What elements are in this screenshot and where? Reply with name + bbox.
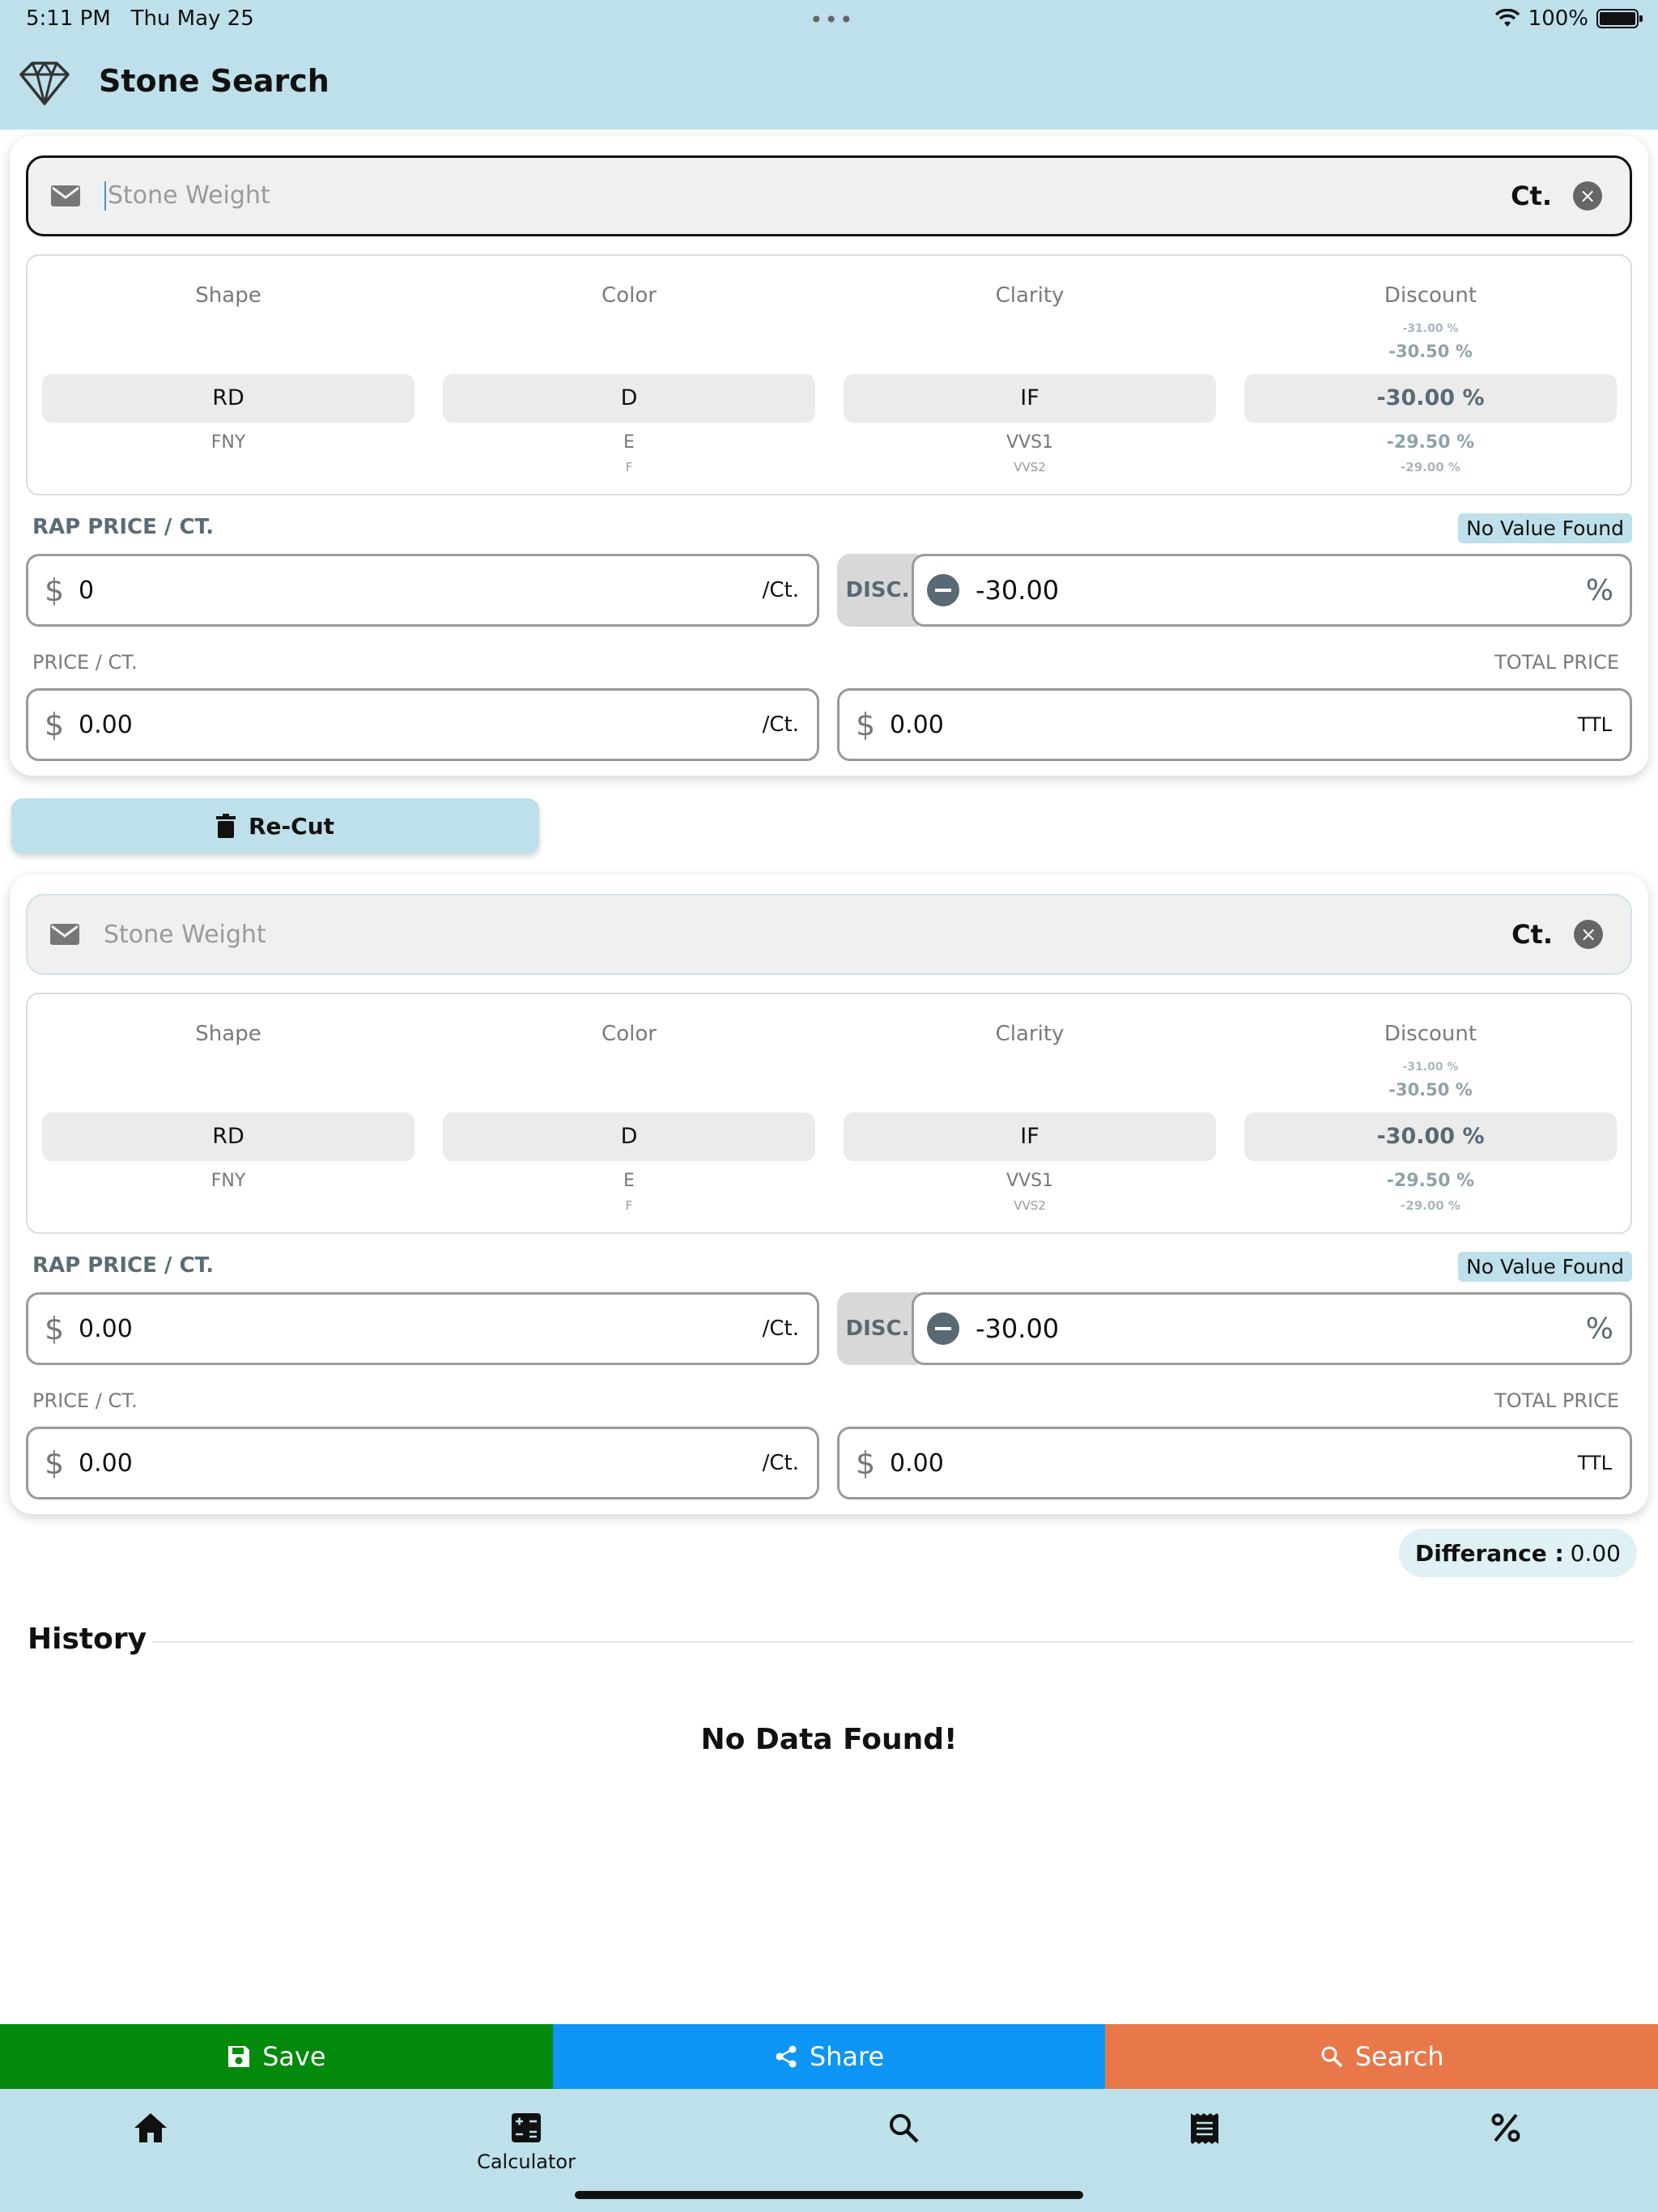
tab-calculator[interactable] <box>445 2112 607 2173</box>
dollar-icon: $ <box>45 707 65 742</box>
clarity-option[interactable]: VVS1 <box>1005 432 1054 453</box>
percent-unit: % <box>1585 573 1613 607</box>
price-per-ct-value: 0.00 <box>79 710 133 739</box>
discount-option[interactable]: -29.00 % <box>1401 460 1460 474</box>
total-price-label: TOTAL PRICE <box>1494 651 1619 674</box>
page-title: Stone Search <box>99 63 329 99</box>
disc-label: DISC. <box>837 1292 918 1365</box>
color-selected[interactable]: D <box>443 374 815 423</box>
search-button[interactable] <box>1105 2024 1658 2089</box>
discount-header: Discount <box>1384 283 1477 308</box>
app-header <box>0 0 1658 130</box>
dollar-icon: $ <box>856 1445 876 1481</box>
price-per-ct-label: PRICE / CT. <box>32 651 138 674</box>
color-option[interactable]: F <box>625 1198 633 1213</box>
clear-weight-button[interactable]: × <box>1574 920 1603 949</box>
dollar-icon: $ <box>45 1445 65 1481</box>
discount-input[interactable] <box>912 554 1632 627</box>
stone-weight-input[interactable] <box>26 894 1632 975</box>
discount-option[interactable]: -31.00 % <box>1402 322 1459 335</box>
dollar-icon: $ <box>45 572 65 608</box>
home-indicator[interactable] <box>575 2191 1083 2199</box>
stone-weight-placeholder: Stone Weight <box>108 181 270 210</box>
save-icon <box>227 2044 251 2069</box>
search-label: Search <box>1354 2041 1444 2072</box>
shape-option[interactable]: FNY <box>210 1171 246 1191</box>
home-icon <box>133 2112 168 2144</box>
shape-selected[interactable]: RD <box>42 374 414 423</box>
stone-attribute-picker[interactable] <box>26 993 1632 1234</box>
rap-price-input[interactable] <box>26 554 819 627</box>
total-price-value: 0.00 <box>890 1448 944 1478</box>
price-per-ct-label: PRICE / CT. <box>32 1389 138 1412</box>
clarity-option[interactable]: VVS2 <box>1014 1198 1046 1213</box>
rap-price-label: RAP PRICE / CT. <box>32 515 215 539</box>
text-caret <box>104 181 106 211</box>
discount-option[interactable]: -29.50 % <box>1386 1171 1475 1191</box>
shape-header: Shape <box>195 1022 261 1046</box>
price-per-ct-input[interactable] <box>26 1427 819 1499</box>
stone-weight-placeholder: Stone Weight <box>104 920 266 949</box>
discount-field <box>837 554 1632 627</box>
status-date: Thu May 25 <box>130 6 254 31</box>
per-ct-unit: /Ct. <box>762 578 799 602</box>
clarity-selected[interactable]: IF <box>844 374 1216 423</box>
difference-value: 0.00 <box>1570 1539 1621 1567</box>
total-price-input[interactable] <box>837 688 1632 761</box>
total-price-value: 0.00 <box>890 710 944 739</box>
clarity-header: Clarity <box>995 1022 1065 1046</box>
tab-home[interactable] <box>70 2112 232 2144</box>
weight-unit: Ct. <box>1511 919 1553 950</box>
diamond-logo-icon <box>18 60 71 107</box>
clarity-header: Clarity <box>995 283 1065 308</box>
clarity-option[interactable]: VVS2 <box>1014 460 1046 474</box>
color-option[interactable]: F <box>625 460 633 474</box>
share-button[interactable] <box>553 2024 1106 2089</box>
discount-value: -30.00 <box>976 1313 1060 1344</box>
discount-value: -30.00 <box>976 575 1060 606</box>
history-title: History <box>28 1623 147 1656</box>
no-value-badge: No Value Found <box>1458 513 1632 543</box>
rap-price-input[interactable] <box>26 1292 819 1365</box>
shape-selected[interactable]: RD <box>42 1112 414 1161</box>
search-icon <box>1320 2044 1344 2069</box>
share-label: Share <box>809 2041 885 2072</box>
re-cut-label: Re-Cut <box>248 812 335 840</box>
dollar-icon: $ <box>856 707 876 742</box>
discount-option[interactable]: -30.50 % <box>1388 342 1473 361</box>
clarity-option[interactable]: VVS1 <box>1005 1171 1054 1191</box>
discount-header: Discount <box>1384 1022 1477 1046</box>
no-value-badge: No Value Found <box>1458 1252 1632 1282</box>
trash-icon <box>216 814 236 838</box>
save-label: Save <box>262 2041 326 2072</box>
share-icon <box>774 2044 798 2069</box>
discount-picker[interactable] <box>1244 256 1617 494</box>
receipt-icon <box>1188 2112 1221 2146</box>
clarity-picker[interactable] <box>844 994 1216 1232</box>
stone-card-1 <box>10 136 1648 776</box>
total-price-input[interactable] <box>837 1427 1632 1499</box>
search-icon <box>887 2112 920 2144</box>
shape-picker[interactable] <box>42 256 414 494</box>
save-button[interactable] <box>0 2024 553 2089</box>
history-empty-text: No Data Found! <box>700 1723 958 1756</box>
price-per-ct-input[interactable] <box>26 688 819 761</box>
discount-picker[interactable] <box>1244 994 1617 1232</box>
minus-icon[interactable] <box>927 574 959 606</box>
color-header: Color <box>602 1022 657 1046</box>
status-indicators <box>1494 6 1639 31</box>
price-per-ct-value: 0.00 <box>79 1448 133 1478</box>
multitask-dots-icon[interactable]: ••• <box>810 6 855 33</box>
stone-attribute-picker[interactable] <box>26 254 1632 496</box>
color-option[interactable]: E <box>623 432 635 453</box>
discount-selected[interactable]: -30.00 % <box>1244 374 1617 423</box>
tab-search[interactable] <box>823 2112 984 2144</box>
percent-unit: % <box>1585 1312 1613 1346</box>
action-bar <box>0 2024 1658 2089</box>
tab-calculator-label: Calculator <box>477 2150 576 2173</box>
minus-icon[interactable] <box>927 1312 959 1345</box>
wifi-icon <box>1494 9 1520 28</box>
weight-unit: Ct. <box>1511 181 1552 211</box>
shape-option[interactable]: FNY <box>210 432 246 453</box>
discount-option[interactable]: -30.50 % <box>1388 1080 1473 1100</box>
difference-label: Differance : <box>1414 1539 1564 1567</box>
mail-icon <box>49 918 81 951</box>
discount-input[interactable] <box>912 1292 1632 1365</box>
color-header: Color <box>602 283 657 308</box>
tab-percent[interactable] <box>1425 2112 1587 2144</box>
shape-picker[interactable] <box>42 994 414 1232</box>
battery-percent: 100% <box>1528 6 1588 31</box>
per-ct-unit: /Ct. <box>762 1451 799 1475</box>
discount-option[interactable]: -31.00 % <box>1402 1061 1459 1074</box>
battery-icon <box>1596 9 1639 28</box>
color-selected[interactable]: D <box>443 1112 815 1161</box>
percent-icon <box>1490 2112 1522 2144</box>
status-time: 5:11 PM Thu May 25 <box>26 6 254 31</box>
rap-price-value: 0 <box>79 576 95 605</box>
clarity-picker[interactable] <box>844 256 1216 494</box>
discount-option[interactable]: -29.00 % <box>1401 1198 1460 1213</box>
mail-icon <box>49 180 82 212</box>
history-divider <box>152 1641 1634 1643</box>
color-option[interactable]: E <box>623 1171 635 1191</box>
color-picker[interactable] <box>443 256 815 494</box>
color-picker[interactable] <box>443 994 815 1232</box>
clarity-selected[interactable]: IF <box>844 1112 1216 1161</box>
ttl-unit: TTL <box>1577 1452 1612 1474</box>
re-cut-button[interactable] <box>11 798 539 853</box>
rap-price-label: RAP PRICE / CT. <box>32 1253 215 1278</box>
per-ct-unit: /Ct. <box>762 1317 799 1341</box>
discount-field <box>837 1292 1632 1365</box>
disc-label: DISC. <box>837 554 918 627</box>
shape-header: Shape <box>195 283 261 308</box>
tab-receipt[interactable] <box>1124 2112 1286 2146</box>
discount-option[interactable]: -29.50 % <box>1386 432 1475 453</box>
stone-card-2 <box>10 874 1648 1514</box>
clear-weight-button[interactable]: × <box>1573 181 1602 211</box>
total-price-label: TOTAL PRICE <box>1494 1389 1619 1412</box>
calculator-icon <box>510 2112 542 2144</box>
ttl-unit: TTL <box>1577 713 1612 736</box>
discount-selected[interactable]: -30.00 % <box>1244 1112 1617 1161</box>
stone-weight-input[interactable] <box>26 155 1632 236</box>
dollar-icon: $ <box>45 1311 65 1346</box>
per-ct-unit: /Ct. <box>762 713 799 737</box>
difference-badge <box>1399 1529 1637 1577</box>
rap-price-value: 0.00 <box>79 1314 133 1343</box>
